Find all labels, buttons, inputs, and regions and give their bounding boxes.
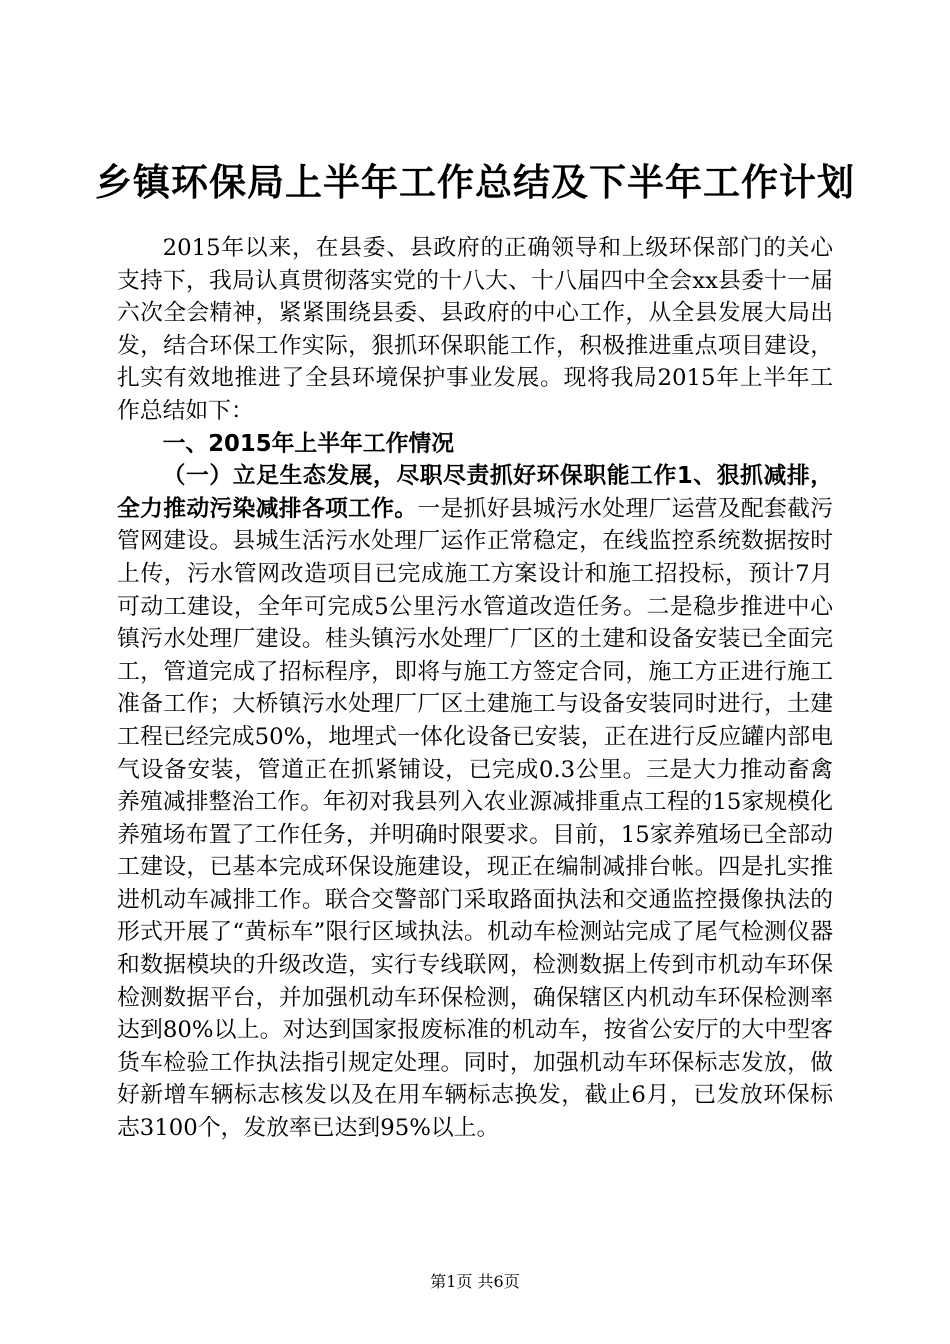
intro-paragraph: 2015年以来，在县委、县政府的正确领导和上级环保部门的关心支持下，我局认真贯彻落实党的十八大、十八届四中全会xx县委十一届六次全会精神，紧紧围绕县委、县政府的中心工作，从全县发展大局出发，结合环保工作实际，狠抓环保职能工作，积极推进重点项目建设，扎实有效地推进了全县环境保护事业发展。现将我局2015年上半年工作总结如下： bbox=[117, 235, 833, 424]
page-number-footer: 第1页 共6页 bbox=[430, 1272, 520, 1291]
document-body bbox=[117, 232, 833, 1145]
subsection-heading: （一）立足生态发展，尽职尽责抓好环保职能工作1、狠抓减排，全力推动污染减排各项工作。 bbox=[117, 463, 833, 522]
document-title: 乡镇环保局上半年工作总结及下半年工作计划 bbox=[95, 161, 855, 204]
subsection-body: 一是抓好县城污水处理厂运营及配套截污管网建设。县城生活污水处理厂运作正常稳定，在线监控系统数据按时上传，污水管网改造项目已完成施工方案设计和施工招投标，预计7月可动工建设，全年可完成5公里污水管道改造任务。二是稳步推进中心镇污水处理厂建设。桂头镇污水处理厂厂区的土建和设备安装已全面完工，管道完成了招标程序，即将与施工方签定合同，施工方正进行施工准备工作；大桥镇污水处理厂厂区土建施工与设备安装同时进行，土建工程已经完成50%，地埋式一体化设备已安装，正在进行反应罐内部电气设备安装，管道正在抓紧铺设，已完成0.3公里。三是大力推动畜禽养殖减排整治工作。年初对我县列入农业源减排重点工程的15家规模化养殖场布置了工作任务，并明确时限要求。目前，15家养殖场已全部动工建设，已基本完成环保设施建设，现正在编制减排台帐。四是扎实推进机动车减排工作。联合交警部门采取路面执法和交通监控摄像执法的形式开展了“黄标车”限行区域执法。机动车检测站完成了尾气检测仪器和数据模块的升级改造，实行专线联网，检测数据上传到市机动车环保检测数据平台，并加强机动车环保检测，确保辖区内机动车环保检测率达到80%以上。对达到国家报废标准的机动车，按省公安厅的大中型客货车检验工作执法指引规定处理。同时，加强机动车环保标志发放，做好新增车辆标志核发以及在用车辆标志换发，截止6月，已发放环保标志3100个，发放率已达到95%以上。 bbox=[117, 495, 834, 1142]
subsection-paragraph bbox=[117, 460, 833, 1144]
section-heading: 一、2015年上半年工作情况 bbox=[162, 430, 455, 457]
